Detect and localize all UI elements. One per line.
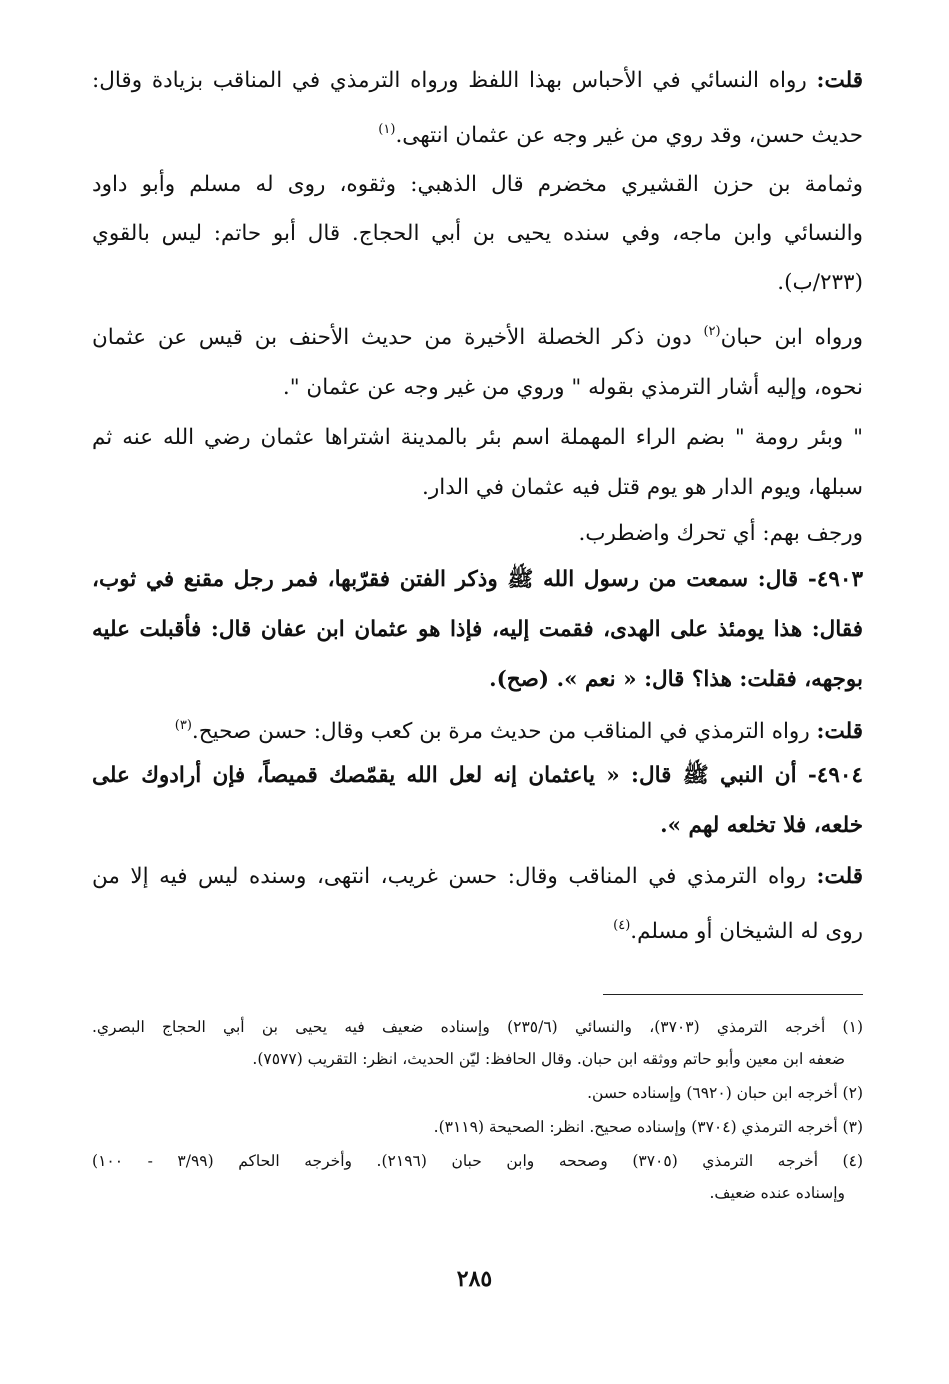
- text: (١) أخرجه الترمذي (٣٧٠٣)، والنسائي (٢٣٥/٦) وإسناده ضعيف فيه يحيى بن أبي الحجاج البصري.: [92, 1018, 863, 1036]
- text: رواه الترمذي في المناقب من حديث مرة بن كعب وقال: حسن صحيح.: [191, 719, 810, 744]
- text: دون ذكر الخصلة الأخيرة من حديث الأحنف بن قيس عن عثمان: [92, 325, 692, 350]
- hadith-4903-line-3: [92, 665, 863, 694]
- text: روى له الشيخان أو مسلم.: [630, 919, 863, 944]
- paragraph-7-line-2: [92, 917, 863, 946]
- paragraph-4-line-1: [92, 423, 863, 452]
- text: بوجهه، فقلت: هذا؟ قال: « نعم ». (صح).: [489, 667, 863, 692]
- text: ٤٩٠٤- أن النبي ﷺ قال: « ياعثمان إنه لعل الله يقمّصك قميصاً، فإن أرادوك على: [92, 763, 863, 788]
- text: سبلها، ويوم الدار هو يوم قتل فيه عثمان في الدار.: [422, 475, 863, 500]
- hadith-4903-line-1: [92, 565, 863, 594]
- text: وثمامة بن حزن القشيري مخضرم قال الذهبي: وثقوه، روى له مسلم وأبو داود: [92, 172, 863, 197]
- text: حديث حسن، وقد روي من غير وجه عن عثمان انتهى.: [395, 123, 863, 148]
- text: (٤) أخرجه الترمذي (٣٧٠٥) وصححه وابن حبان (٢١٩٦). وأخرجه الحاكم (٣/٩٩ - ١٠٠): [92, 1152, 863, 1170]
- qult-label: قلت:: [816, 719, 863, 744]
- footnote-4-line-2: [92, 1182, 863, 1204]
- qult-label: قلت:: [816, 68, 863, 93]
- qult-label: قلت:: [816, 864, 863, 889]
- paragraph-5-line-1: [92, 519, 863, 548]
- text: ضعفه ابن معين وأبو حاتم ووثقه ابن حبان. وقال الحافظ: ليّن الحديث، انظر: التقريب (٧٥٧٧).: [252, 1050, 845, 1068]
- paragraph-1-line-2: [92, 121, 863, 150]
- paragraph-2-line-1: [92, 170, 863, 199]
- hadith-4904-line-2: [92, 811, 863, 840]
- text: نحوه، وإليه أشار الترمذي بقوله " وروي من غير وجه عن عثمان ".: [282, 375, 863, 400]
- footnote-ref-1[interactable]: (١): [378, 122, 396, 137]
- footnote-1-line-2: [92, 1048, 863, 1070]
- paragraph-7-line-1: [92, 862, 863, 891]
- footnote-ref-2[interactable]: (٢): [703, 324, 721, 339]
- text: خلعه، فلا تخلعه لهم ».: [660, 813, 863, 838]
- text: ورواه ابن حبان: [720, 325, 863, 350]
- paragraph-4-line-2: [92, 473, 863, 502]
- paragraph-2-line-2: [92, 219, 863, 248]
- text: (٢) أخرجه ابن حبان (٦٩٢٠) وإسناده حسن.: [587, 1084, 863, 1102]
- footnote-1-line-1: [92, 1016, 863, 1038]
- page-number: ٢٨٥: [456, 1266, 493, 1292]
- paragraph-2-line-3: [92, 268, 863, 297]
- text: (٣) أخرجه الترمذي (٣٧٠٤) وإسناده صحيح. انظر: الصحيحة (٣١١٩).: [433, 1118, 863, 1136]
- footnotes: [92, 1016, 863, 1204]
- text: رواه النسائي في الأحباس بهذا اللفظ ورواه الترمذي في المناقب بزيادة وقال:: [92, 68, 807, 93]
- paragraph-3-line-2: [92, 373, 863, 402]
- paragraph-3-line-1: [92, 323, 863, 352]
- text: " وبئر رومة " بضم الراء المهملة اسم بئر بالمدينة اشتراها عثمان رضي الله عنه ثم: [92, 425, 863, 450]
- text: فقال: هذا يومئذ على الهدى، فقمت إليه، فإذا هو عثمان ابن عفان قال: فأقبلت عليه: [92, 617, 863, 642]
- hadith-4903-line-2: [92, 615, 863, 644]
- footnote-ref-4[interactable]: (٤): [613, 918, 631, 933]
- hadith-4904-line-1: [92, 761, 863, 790]
- footnote-4-line-1: [92, 1150, 863, 1172]
- footnote-2-line-1: [92, 1082, 863, 1104]
- text: والنسائي وابن ماجه، وفي سنده يحيى بن أبي الحجاج. قال أبو حاتم: ليس بالقوي: [92, 221, 863, 246]
- paragraph-1-line-1: [92, 66, 863, 95]
- paragraph-6-line-1: [92, 717, 863, 746]
- text: وإسناده عنده ضعيف.: [709, 1184, 845, 1202]
- footnote-ref-3[interactable]: (٣): [174, 718, 192, 733]
- footnote-separator: [603, 994, 863, 995]
- text: (٢٣٣/ب).: [777, 270, 863, 295]
- text: ورجف بهم: أي تحرك واضطرب.: [578, 521, 863, 546]
- text: رواه الترمذي في المناقب وقال: حسن غريب، انتهى، وسنده ليس فيه إلا من: [92, 864, 806, 889]
- text: ٤٩٠٣- قال: سمعت من رسول الله ﷺ وذكر الفتن فقرّبها، فمر رجل مقنع في ثوب،: [92, 567, 863, 592]
- footnote-3-line-1: [92, 1116, 863, 1138]
